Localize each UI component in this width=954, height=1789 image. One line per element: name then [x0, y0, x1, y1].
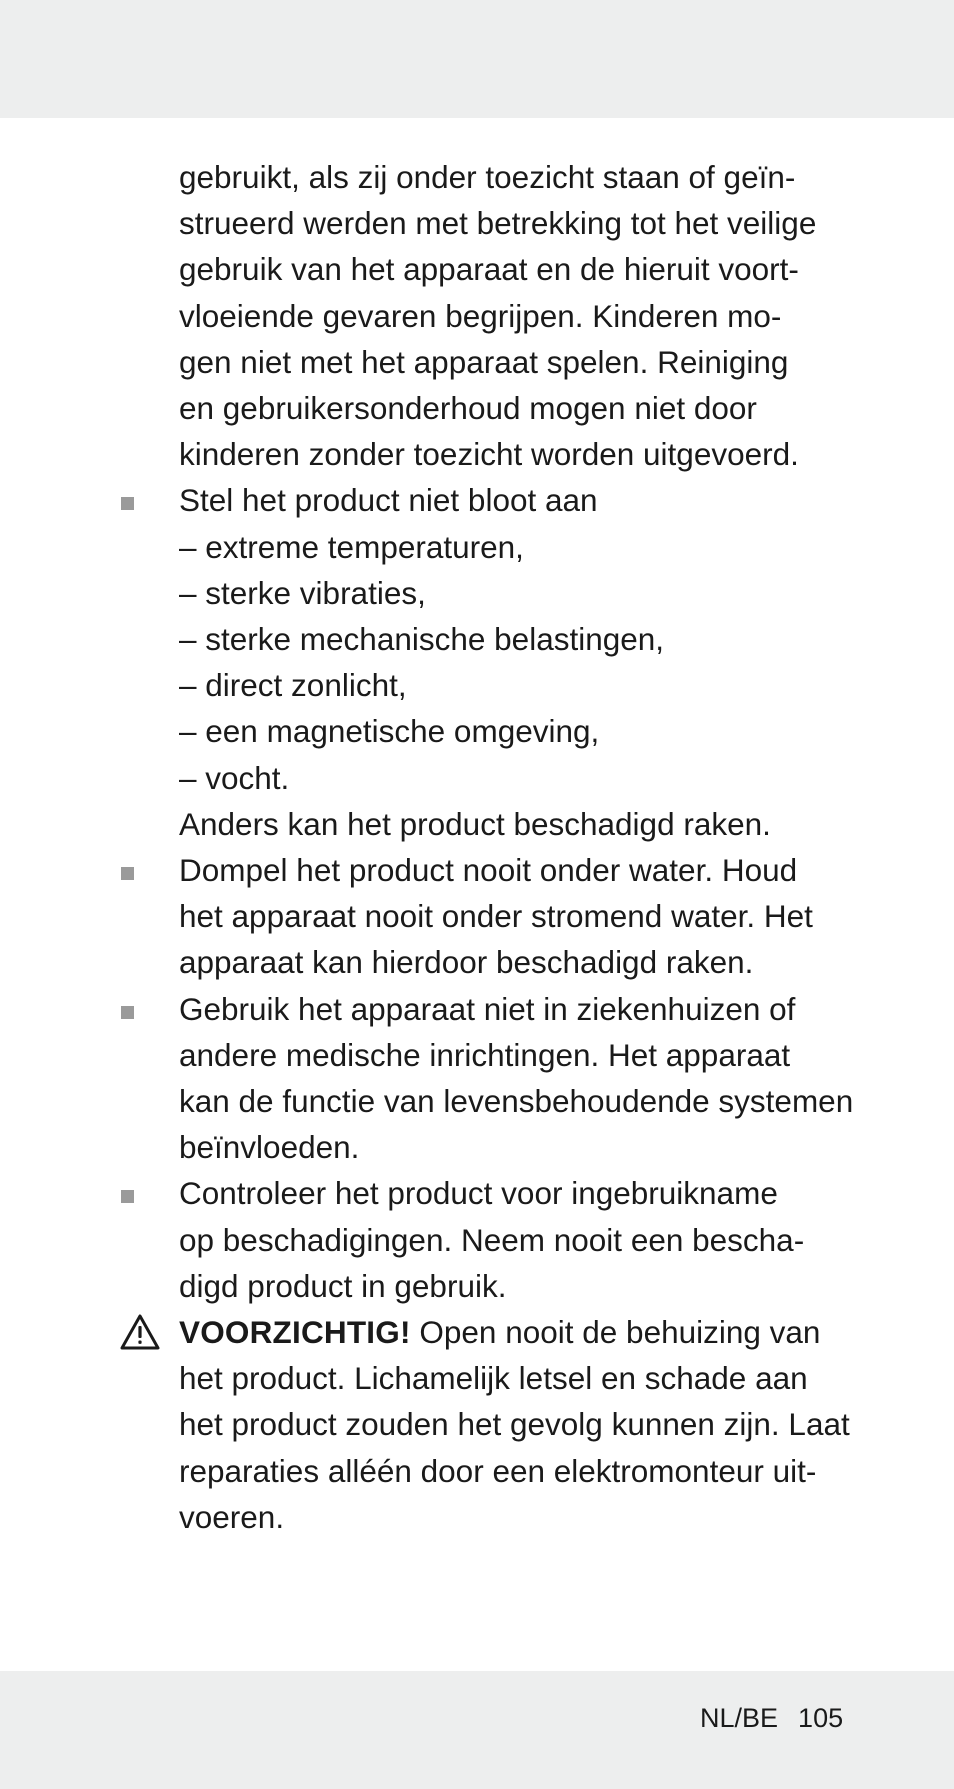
bullet-water [0, 847, 839, 986]
page-number: 105 [798, 1703, 844, 1733]
text-line: gen niet met het apparaat spelen. Reiniging [179, 343, 789, 380]
bullet-lead: Stel het product niet bloot aan [179, 482, 598, 519]
page-content [0, 154, 954, 1540]
text-line: gebruik van het apparaat en de hieruit voort- [179, 251, 799, 288]
intro-paragraph [0, 154, 839, 477]
warning-text: Open nooit de behuizing van [410, 1314, 821, 1351]
text-line: andere medische inrichtingen. Het apparaat [179, 1036, 791, 1073]
bullet-inspect [0, 1170, 839, 1309]
text-line: het apparaat nooit onder stromend water. Het [179, 898, 813, 935]
text-line: strueerd werden met betrekking tot het veilige [179, 205, 817, 242]
text-line: digd product in gebruik. [179, 1267, 507, 1304]
text-line: het product zouden het gevolg kunnen zijn. Laat [179, 1406, 850, 1443]
text-line: kan de functie van levensbehoudende systemen [179, 1083, 854, 1120]
bullet-exposure [0, 477, 839, 847]
text-line: gebruikt, als zij onder toezicht staan of geïn- [179, 159, 796, 195]
page-footer [700, 1700, 860, 1736]
text-line: voeren. [179, 1498, 285, 1535]
text-line: Gebruik het apparaat niet in ziekenhuizen of [179, 990, 796, 1027]
text-line: Dompel het product nooit onder water. Houd [179, 852, 798, 889]
bullet-tail: Anders kan het product beschadigd raken. [179, 805, 771, 842]
warning-block [0, 1309, 850, 1540]
dash-item: – sterke mechanische belastingen, [179, 621, 665, 658]
square-bullet-icon [121, 867, 134, 880]
text-line: Controleer het product voor ingebruikname [179, 1175, 778, 1212]
text-line: beïnvloeden. [179, 1129, 360, 1166]
dash-item: – direct zonlicht, [179, 667, 407, 704]
header-band [0, 0, 954, 118]
text-line: vloeiende gevaren begrijpen. Kinderen mo- [179, 297, 782, 334]
text-line: apparaat kan hierdoor beschadigd raken. [179, 944, 754, 981]
warning-first-line [179, 1309, 839, 1355]
dash-item: – extreme temperaturen, [179, 528, 524, 565]
square-bullet-icon [121, 497, 134, 510]
text-line: reparaties alléén door een elektromonteur uit- [179, 1452, 817, 1489]
dash-item: – een magnetische omgeving, [179, 713, 600, 750]
text-line: kinderen zonder toezicht worden uitgevoerd. [179, 436, 799, 473]
dash-item: – sterke vibraties, [179, 574, 426, 611]
dash-item: – vocht. [179, 759, 290, 796]
text-line: op beschadigingen. Neem nooit een bescha- [179, 1221, 805, 1258]
square-bullet-icon [121, 1006, 134, 1019]
warning-triangle-icon [119, 1313, 161, 1351]
square-bullet-icon [121, 1190, 134, 1203]
text-line: het product. Lichamelijk letsel en schade aan [179, 1360, 808, 1397]
bullet-hospital [0, 986, 854, 1171]
warning-label: VOORZICHTIG! [179, 1314, 411, 1351]
text-line: en gebruikersonderhoud mogen niet door [179, 390, 757, 427]
footer-locale: NL/BE [700, 1703, 779, 1733]
